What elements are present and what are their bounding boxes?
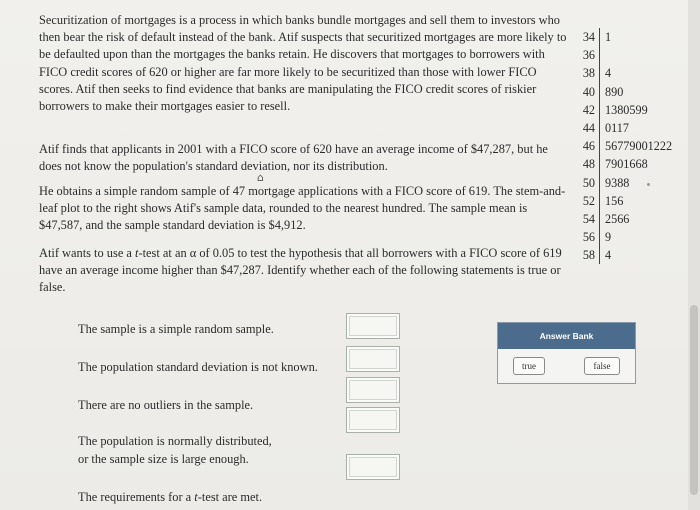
answer-chip-false[interactable]: false — [584, 357, 620, 375]
leaf: 0117 — [599, 119, 665, 137]
vertical-scrollbar[interactable] — [688, 0, 700, 510]
stem: 36 — [582, 48, 595, 63]
sample-paragraph: He obtains a simple random sample of 47 mortgage applications with a FICO score of 619. The stem-and-leaf plot to the right shows Atif's sample data, rounded to the nearest hundred. The sample mean is $47,587, and the sample standard deviation is $4,912. — [39, 184, 566, 233]
statement-std-unknown: The population standard deviation is not known. — [78, 360, 318, 374]
stem-leaf-row — [573, 246, 672, 264]
stem-leaf-row — [573, 137, 672, 155]
stem-leaf-row — [573, 101, 672, 119]
stem-leaf-row — [573, 192, 672, 210]
statement-normality: The population is normally distributed, or the sample size is large enough. — [78, 434, 272, 466]
leaf: 7901668 — [599, 155, 665, 173]
stem: 40 — [582, 84, 595, 99]
statement-no-outliers: There are no outliers in the sample. — [78, 398, 254, 412]
stem-leaf-row — [573, 155, 672, 173]
answer-dropzone-5[interactable] — [346, 454, 400, 480]
stem: 52 — [582, 193, 595, 208]
leaf: 2566 — [599, 210, 665, 228]
stem-leaf-row — [573, 28, 672, 46]
leaf: 1 — [599, 28, 665, 46]
stem: 54 — [582, 211, 595, 226]
task-paragraph: Atif wants to use a t-test at an α of 0.05 to test the hypothesis that all borrowers with a FICO score of 619 have an average income higher than $47,287. Identify whether each of the following statements is true or false. — [39, 246, 562, 295]
stray-dot — [647, 183, 650, 186]
leaf: 156 — [599, 192, 665, 210]
stem-leaf-row — [573, 228, 672, 246]
population-paragraph: Atif finds that applicants in 2001 with a FICO score of 620 have an average income of $47,287, but he does not know the population's standard deviation, nor its distribution. — [39, 142, 548, 174]
answer-chip-true[interactable]: true — [513, 357, 545, 375]
stem: 44 — [582, 120, 595, 135]
answer-bank — [497, 322, 636, 384]
stem-and-leaf-plot — [573, 28, 672, 264]
leaf: 56779001222 — [599, 137, 672, 155]
statement-requirements-met: The requirements for a t-test are met. — [78, 490, 263, 504]
answer-bank-title: Answer Bank — [498, 323, 635, 349]
leaf: 9 — [599, 228, 665, 246]
leaf: 1380599 — [599, 101, 665, 119]
stem: 46 — [582, 139, 595, 154]
stem-leaf-row — [573, 64, 672, 82]
stem-leaf-row — [573, 46, 672, 64]
answer-dropzone-4[interactable] — [346, 407, 400, 433]
stem-leaf-row — [573, 210, 672, 228]
leaf: 890 — [599, 83, 665, 101]
leaf: 4 — [599, 64, 665, 82]
stem: 38 — [582, 66, 595, 81]
answer-dropzone-3[interactable] — [346, 377, 400, 403]
stem: 56 — [582, 230, 595, 245]
intro-paragraph: Securitization of mortgages is a process in which banks bundle mortgages and sell them to investors who then bear the risk of default instead of the bank. Atif suspects that securitized mortgages are more likely to be defaulted upon than the mortgages the banks retain. He discovers that mortgages to borrowers with FICO credit scores of 620 or higher are far more likely to be securitized than those with lower FICO scores. Atif then seeks to find evidence that banks are manipulating the FICO credit scores of riskier borrowers to make their mortgages easier to resell. — [39, 13, 567, 114]
stem-leaf-row — [573, 119, 672, 137]
stem: 42 — [582, 102, 595, 117]
leaf — [599, 46, 665, 64]
stem: 50 — [582, 175, 595, 190]
stem: 58 — [582, 248, 595, 263]
stem-leaf-row — [573, 174, 672, 192]
stem-leaf-row — [573, 83, 672, 101]
stem: 34 — [582, 30, 595, 44]
statement-simple-random: The sample is a simple random sample. — [78, 322, 274, 336]
leaf: 4 — [599, 246, 665, 264]
stem: 48 — [582, 157, 595, 172]
leaf: 9388 — [599, 174, 665, 192]
answer-dropzone-1[interactable] — [346, 313, 400, 339]
mouse-cursor-icon: ⌂ — [257, 171, 264, 184]
scrollbar-thumb[interactable] — [690, 305, 698, 495]
answer-dropzone-2[interactable] — [346, 346, 400, 372]
